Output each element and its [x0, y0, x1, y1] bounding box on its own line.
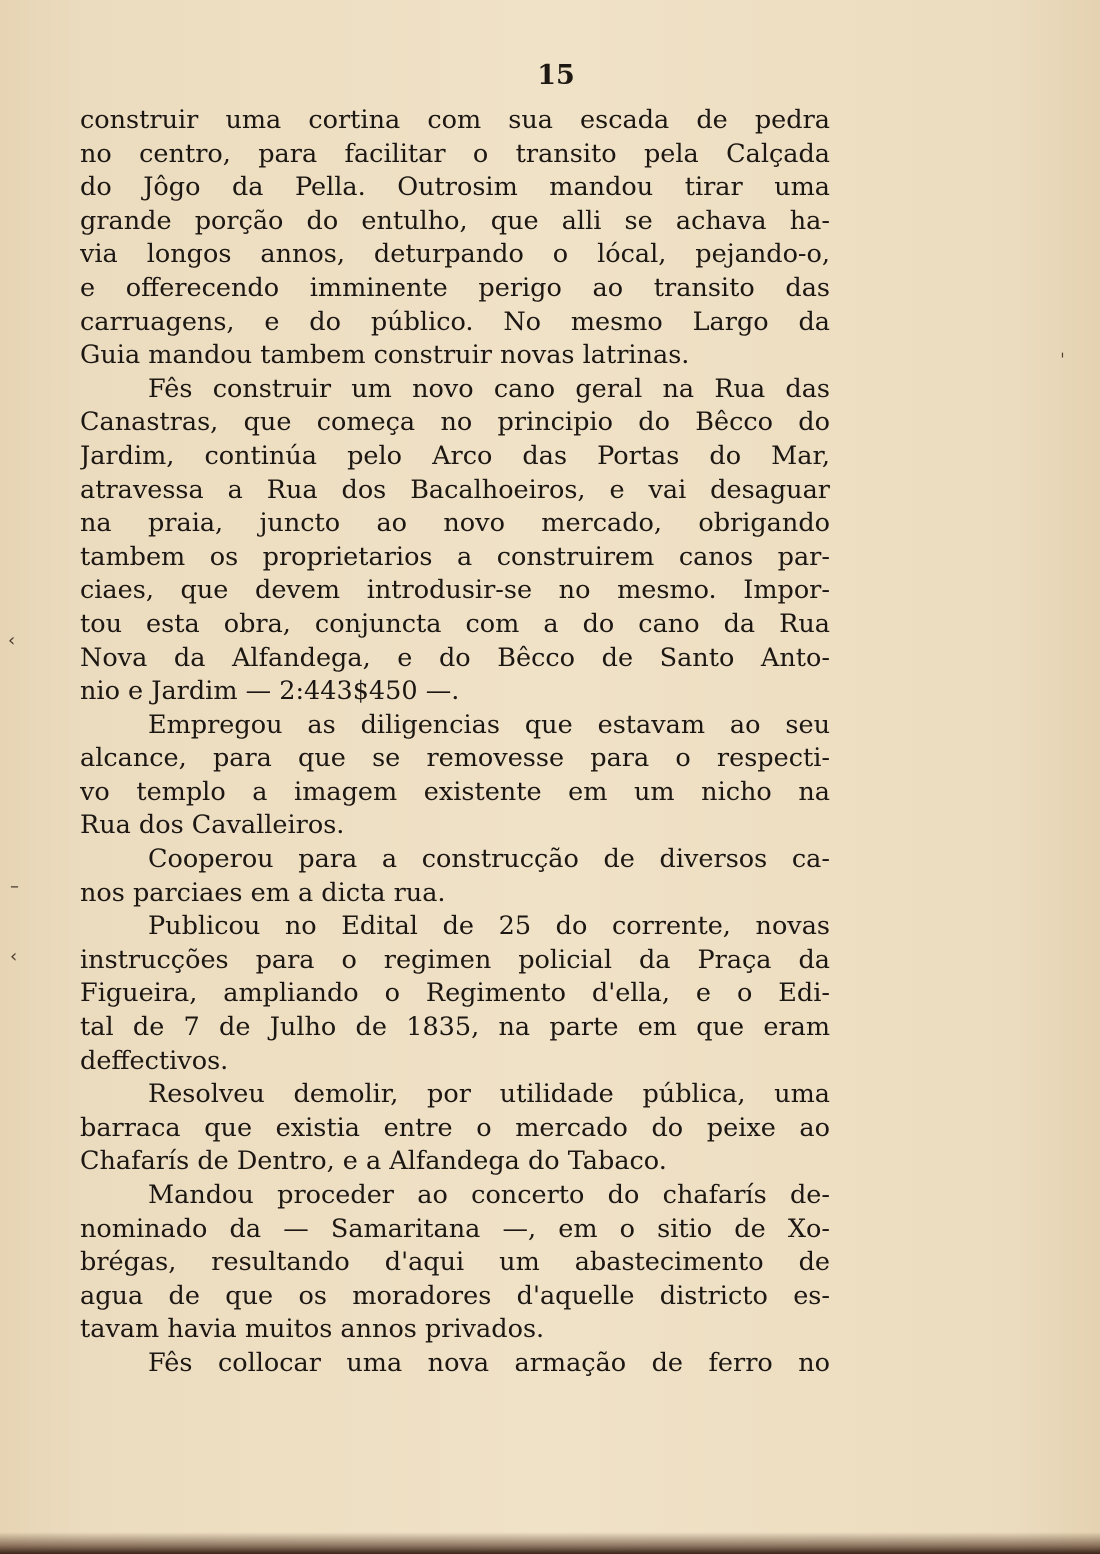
text-line: instrucções para o regimen policial da Praça da [80, 944, 830, 975]
margin-tick-mark: – [10, 876, 19, 897]
margin-tick-mark: ‹ [8, 630, 16, 651]
text-line: carruagens, e do público. No mesmo Largo da [80, 306, 830, 337]
text-line: tal de 7 de Julho de 1835, na parte em que eram [80, 1012, 830, 1043]
text-line: nominado da — Samaritana —, em o sitio de Xo- [80, 1213, 830, 1244]
text-line: tavam havia muitos annos privados. [80, 1314, 545, 1345]
text-line: deffectivos. [80, 1045, 229, 1076]
page-bottom-edge-shadow [0, 1532, 1100, 1554]
page-number: 15 [537, 60, 575, 91]
text-line: ciaes, que devem introdusir-se no mesmo. Impor- [80, 575, 830, 606]
text-line: nio e Jardim — 2:443$450 —. [80, 676, 460, 707]
text-line: alcance, para que se removesse para o respecti- [80, 743, 830, 774]
text-line: agua de que os moradores d'aquelle districto es- [80, 1280, 830, 1311]
text-line: grande porção do entulho, que alli se achava ha- [80, 205, 830, 236]
paragraph-start-line: Cooperou para a construcção de diversos ca- [148, 844, 830, 875]
text-line: tambem os proprietarios a construirem canos par- [80, 541, 830, 572]
text-line: barraca que existia entre o mercado do peixe ao [80, 1112, 830, 1143]
margin-tick-mark: ‹ [10, 946, 18, 967]
text-line: na praia, juncto ao novo mercado, obrigando [80, 508, 830, 539]
text-line: do Jôgo da Pella. Outrosim mandou tirar uma [80, 172, 830, 203]
text-line: via longos annos, deturpando o lócal, pejando-o, [80, 239, 830, 270]
text-line: construir uma cortina com sua escada de pedra [80, 105, 830, 135]
paragraph-start-line: Mandou proceder ao concerto do chafarís de- [148, 1180, 830, 1210]
margin-tick-mark: ˈ [1060, 350, 1065, 371]
text-line: nos parciaes em a dicta rua. [80, 877, 446, 908]
paragraph-start-line: Fês collocar uma nova armação de ferro no [148, 1347, 830, 1378]
text-line: brégas, resultando d'aqui um abastecimento de [80, 1247, 830, 1278]
text-line: Guia mandou tambem construir novas latrinas. [80, 340, 690, 371]
text-line: Chafarís de Dentro, e a Alfandega do Tabaco. [80, 1146, 667, 1177]
text-line: vo templo a imagem existente em um nicho na [80, 776, 830, 807]
paragraph-start-line: Empregou as diligencias que estavam ao seu [148, 709, 830, 740]
paragraph-start-line: Fês construir um novo cano geral na Rua das [148, 373, 830, 404]
text-line: Rua dos Cavalleiros. [80, 810, 345, 841]
paragraph-start-line: Publicou no Edital de 25 do corrente, novas [148, 911, 830, 942]
text-line: e offerecendo imminente perigo ao transito das [80, 272, 830, 303]
text-line: no centro, para facilitar o transito pela Calçada [80, 138, 830, 169]
text-line: atravessa a Rua dos Bacalhoeiros, e vai desaguar [80, 474, 830, 505]
text-line: Nova da Alfandega, e do Bêcco de Santo Anto- [80, 642, 830, 673]
paragraph-start-line: Resolveu demolir, por utilidade pública, uma [148, 1079, 830, 1110]
text-line: Canastras, que começa no principio do Bêcco do [80, 407, 830, 438]
text-line: tou esta obra, conjuncta com a do cano da Rua [80, 608, 830, 639]
text-line: Jardim, continúa pelo Arco das Portas do Mar, [80, 440, 830, 471]
text-line: Figueira, ampliando o Regimento d'ella, e o Edi- [80, 978, 830, 1009]
body-text [80, 104, 830, 1381]
